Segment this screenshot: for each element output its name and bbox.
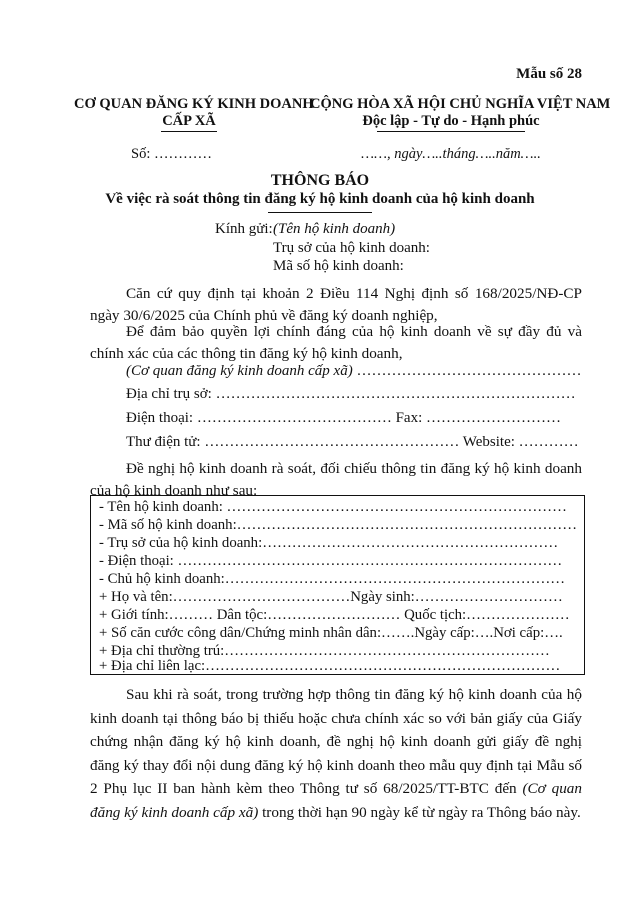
- agency-address-line: Địa chỉ trụ sở: ………………………………………………………………: [126, 386, 576, 402]
- document-number: Số: …………: [131, 146, 212, 162]
- box-row-business-name: - Tên hộ kinh doanh: ……………………………………………………………: [99, 499, 567, 515]
- recipient-label: Kính gửi:: [215, 221, 273, 237]
- box-row-phone: - Điện thoại: ……………………………………………………………………: [99, 553, 563, 569]
- household-info-box: [90, 495, 585, 675]
- subtitle-underline: [268, 212, 372, 213]
- box-row-gender: + Giới tính:……… Dân tộc:……………………… Quốc tịch:…………………: [99, 607, 570, 623]
- agency-level: CẤP XÃ: [162, 113, 216, 129]
- agency-name-placeholder: (Cơ quan đăng ký kinh doanh cấp xã): [126, 363, 353, 379]
- box-row-business-address: - Trụ sở của hộ kinh doanh:……………………………………………………: [99, 535, 559, 551]
- box-row-owner: - Chủ hộ kinh doanh:……………………………………………………………: [99, 571, 566, 587]
- agency-header: CƠ QUAN ĐĂNG KÝ KINH DOANH: [74, 96, 314, 112]
- notice-title: THÔNG BÁO: [270, 172, 370, 189]
- agency-email-line: Thư điện tử: …………………………………………… Website: …………: [126, 434, 579, 450]
- recipient-code: Mã số hộ kinh doanh:: [273, 258, 404, 274]
- closing-deadline-text: trong thời hạn 90 ngày kể từ ngày ra Thông báo này.: [258, 803, 581, 821]
- national-motto: Độc lập - Tự do - Hạnh phúc: [362, 113, 540, 129]
- request-text: Đề nghị hộ kinh doanh rà soát, đối chiếu thông tin đăng ký hộ kinh doanh của hộ kinh doanh như sau:: [90, 460, 582, 499]
- box-row-owner-name: + Họ và tên:………………………………Ngày sinh:…………………………: [99, 589, 563, 605]
- purpose-paragraph: [90, 321, 582, 365]
- recipient-name: (Tên hộ kinh doanh): [273, 221, 396, 237]
- agency-underline: [161, 131, 217, 132]
- notice-subtitle: Về việc rà soát thông tin đăng ký hộ kinh doanh của hộ kinh doanh: [105, 191, 535, 207]
- agency-phone-line: Điện thoại: ………………………………… Fax: ………………………: [126, 410, 561, 426]
- closing-text: Sau khi rà soát, trong trường hợp thông tin đăng ký hộ kinh doanh của hộ kinh doanh tại thông báo bị thiếu hoặc chưa chính xác so với bản giấy của Giấy chứng nhận đăng ký hộ kinh doanh, đề nghị hộ kinh doanh gửi giấy đề nghị đăng ký thay đổi nội dung đăng ký hộ kinh doanh theo mẫu quy định tại Mẫu số 2 Phụ lục II ban hành kèm theo Thông tư số 68/2025/TT-BTC đến: [90, 686, 582, 797]
- closing-paragraph: [90, 683, 582, 824]
- recipient-address: Trụ sở của hộ kinh doanh:: [273, 240, 430, 256]
- national-title: CỘNG HÒA XÃ HỘI CHỦ NGHĨA VIỆT NAM: [310, 96, 611, 112]
- box-row-permanent-address: + Địa chỉ thường trú:…………………………………………………………: [99, 643, 550, 659]
- agency-line: [126, 363, 581, 380]
- legal-basis-text: Căn cứ quy định tại khoản 2 Điều 114 Nghị định số 168/2025/NĐ-CP ngày 30/6/2025 của Chính phủ về đăng ký doanh nghiệp,: [90, 285, 582, 324]
- purpose-text: Để đảm bảo quyền lợi chính đáng của hộ kinh doanh về sự đầy đủ và chính xác của các thông tin đăng ký hộ kinh doanh,: [90, 323, 582, 362]
- form-number: Mẫu số 28: [516, 66, 582, 82]
- closing-agency-placeholder: (Cơ quan đăng ký kinh doanh cấp xã): [90, 780, 582, 821]
- agency-dots: ………………………………………: [352, 363, 582, 379]
- issue-date: ……, ngày…..tháng…..năm…..: [361, 146, 541, 162]
- motto-underline: [377, 131, 525, 132]
- box-row-contact-address: + Địa chỉ liên lạc:………………………………………………………………: [99, 658, 561, 674]
- box-row-business-code: - Mã số hộ kinh doanh:……………………………………………………………: [99, 517, 578, 533]
- box-row-id-card: + Số căn cước công dân/Chứng minh nhân dân:…….Ngày cấp:….Nơi cấp:….: [99, 625, 563, 641]
